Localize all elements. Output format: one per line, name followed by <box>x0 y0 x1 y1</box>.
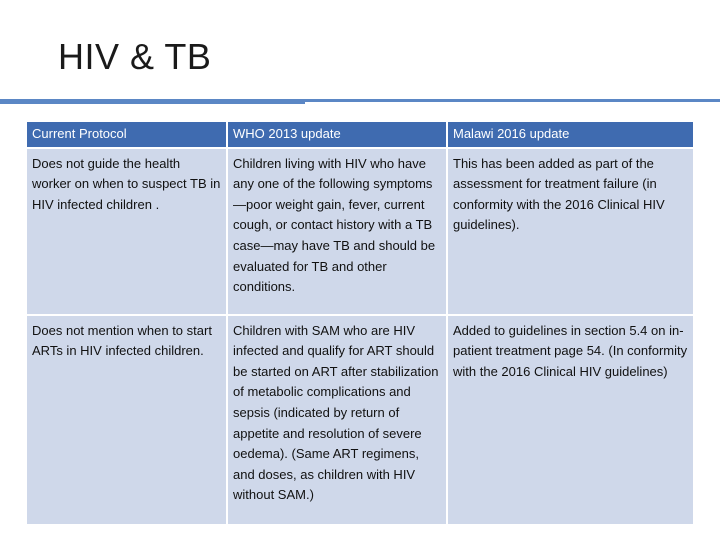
cell-current-protocol: Does not mention when to start ARTs in HIV infected children. <box>27 315 227 525</box>
header-malawi-2016-update: Malawi 2016 update <box>447 122 693 148</box>
title-underline <box>0 99 720 105</box>
table-row <box>27 315 693 525</box>
header-current-protocol: Current Protocol <box>27 122 227 148</box>
cell-current-protocol: Does not guide the health worker on when to suspect TB in HIV infected children . <box>27 148 227 315</box>
slide-title: HIV & TB <box>58 36 212 77</box>
cell-who-2013-update: Children with SAM who are HIV infected and qualify for ART should be started on ART after stabilization of metabolic complications and sepsis (indicated by return of appetite and resolution of severe oedema). (Same ART regimens, and doses, as children with HIV without SAM.) <box>227 315 447 525</box>
header-who-2013-update: WHO 2013 update <box>227 122 447 148</box>
cell-malawi-2016-update: This has been added as part of the assessment for treatment failure (in conformity with the 2016 Clinical HIV guidelines). <box>447 148 693 315</box>
protocol-comparison-table <box>27 122 693 526</box>
cell-malawi-2016-update: Added to guidelines in section 5.4 on in- patient treatment page 54. (In conformity with the 2016 Clinical HIV guidelines) <box>447 315 693 525</box>
title-underline-thick <box>0 99 305 104</box>
title-underline-thin <box>305 99 720 102</box>
table-row <box>27 148 693 315</box>
table-header-row <box>27 122 693 148</box>
cell-who-2013-update: Children living with HIV who have any one of the following symptoms—poor weight gain, fever, current cough, or contact history with a TB case—may have TB and should be evaluated for TB and other conditions. <box>227 148 447 315</box>
